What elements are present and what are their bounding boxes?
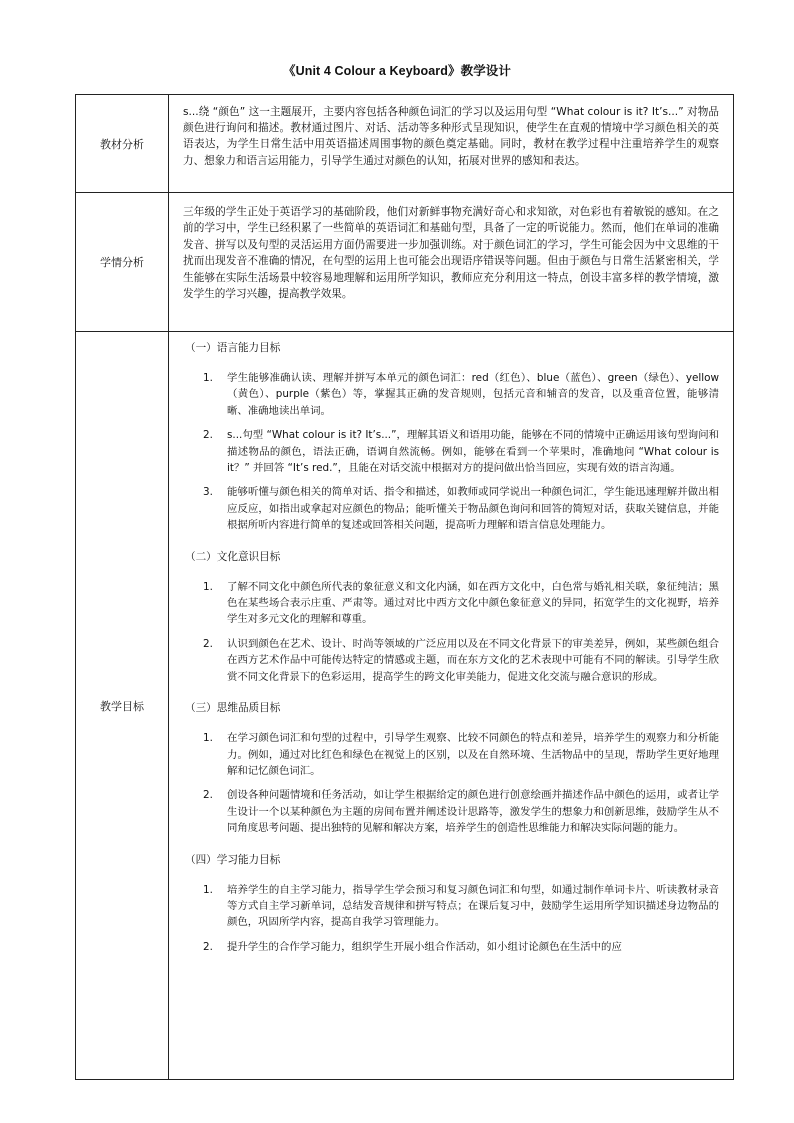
goal-section-title: （二）文化意识目标 xyxy=(185,550,281,563)
row-materials xyxy=(76,95,733,193)
goal-item: 1. 培养学生的自主学习能力，指导学生学会预习和复习颜色词汇和句型，如通过制作单词卡片、听读教材录音等方式自主学习新单词，总结发音规律和拼写特点；在课后复习中，鼓励学生运用所学知识描述身边物品的颜色，巩固所学内容，提高自我学习管理能力。 xyxy=(203,883,719,929)
goal-section-title: （一）语言能力目标 xyxy=(185,342,281,354)
goal-item: 1. 在学习颜色词汇和句型的过程中，引导学生观察、比较不同颜色的特点和差异，培养学生的观察力和分析能力。例如，通过对比红色和绿色在视觉上的区别，以及在自然环境、生活物品中的呈现，帮助学生更好地理解和记忆颜色词汇。 xyxy=(203,732,719,777)
students-analysis-text: 三年级的学生正处于英语学习的基础阶段，他们对新鲜事物充满好奇心和求知欲，对色彩也有着敏锐的感知。在之前的学习中，学生已经积累了一些简单的英语词汇和基础句型，具备了一定的听说能力。然而，他们在单词的准确发音、拼写以及句型的灵活运用方面仍需要进一步加强训练。对于颜色词汇的学习，学生可能会因为中文思维的干扰而出现发音不准确的情况，在句型的运用上也可能会出现语序错误等问题。但由于颜色与日常生活紧密相关，学生能够在实际生活场景中较容易地理解和运用所学知识，教师应充分利用这一特点，创设丰富多样的教学情境，激发学生的学习兴趣，提高教学效果。 xyxy=(183,206,719,301)
row-goals xyxy=(76,332,733,1079)
row-students xyxy=(76,193,733,332)
goal-item: 2. 提升学生的合作学习能力，组织学生开展小组合作活动，如小组讨论颜色在生活中的应 xyxy=(203,940,622,953)
goal-item: 2. 创设各种问题情境和任务活动，如让学生根据给定的颜色进行创意绘画并描述作品中颜色的运用，或者让学生设计一个以某种颜色为主题的房间布置并阐述设计思路等，激发学生的想象力和创新思维，鼓励学生从不同角度思考问题、提出独特的见解和解决方案，培养学生的创造性思维能力和解决实际问题的能力。 xyxy=(203,789,719,835)
goal-item: 1. 了解不同文化中颜色所代表的象征意义和文化内涵，如在西方文化中，白色常与婚礼相关联，象征纯洁；黑色在某些场合表示庄重、严肃等。通过对比中西方文化中颜色象征意义的异同，拓宽学生的文化视野，培养学生对多元文化的理解和尊重。 xyxy=(203,580,719,626)
document-title: 《Unit 4 Colour a Keyboard》教学设计 xyxy=(282,64,512,78)
row-label-goals: 教学目标 xyxy=(76,332,169,1079)
row-label-materials: 教材分析 xyxy=(76,95,169,192)
lesson-plan-table xyxy=(75,94,734,1080)
goal-section-title: （四）学习能力目标 xyxy=(185,853,281,866)
goal-section-title: （三）思维品质目标 xyxy=(185,702,281,715)
goal-item: 1. 学生能够准确认读、理解并拼写本单元的颜色词汇：red（红色）、blue（蓝色）、green（绿色）、yellow（黄色）、purple（紫色）等，掌握其正确的发音规则，包括元音和辅音的发音，以及重音位置，能够清晰、准确地读出单词。 xyxy=(203,372,719,417)
teaching-goals-content xyxy=(168,332,733,1079)
goal-item: 3. 能够听懂与颜色相关的简单对话、指令和描述，如教师或同学说出一种颜色词汇，学生能迅速理解并做出相应反应，如指出或拿起对应颜色的物品；能听懂关于物品颜色询问和回答的简短对话，获取关键信息，并能根据所听内容进行简单的复述或回答相关问题，提高听力理解和语言信息处理能力。 xyxy=(203,486,719,532)
row-label-students: 学情分析 xyxy=(76,193,169,331)
goal-item: 2. s...句型 “What colour is it? It’s...”，理解其语义和语用功能，能够在不同的情境中正确运用该句型询问和描述物品的颜色，语法正确，语调自然流畅。例如，能够在看到一个苹果时，准确地问 “What colour is it？” 并回答 “It’s red.”，且能在对话交流中根据对方的提问做出恰当回应，实现有效的语言沟通。 xyxy=(203,429,719,475)
goal-item: 2. 认识到颜色在艺术、设计、时尚等领域的广泛应用以及在不同文化背景下的审美差异，例如，某些颜色组合在西方艺术作品中可能传达特定的情感或主题，而在东方文化的艺术表现中可能有不同的解读。引导学生欣赏不同文化背景下的色彩运用，提高学生的跨文化审美能力，促进文化交流与融合意识的形成。 xyxy=(203,637,719,683)
materials-analysis-text: s...绕 “颜色” 这一主题展开，主要内容包括各种颜色词汇的学习以及运用句型 “What colour is it? It’s...” 对物品颜色进行询问和描述。教材通过图片、对话、活动等多种形式呈现知识，使学生在直观的情境中学习颜色相关的英语表达，为学生日常生活中用英语描述周围事物的颜色奠定基础。同时，教材在教学过程中注重培养学生的观察力、想象力和语言运用能力，引导学生通过对颜色的认知，拓展对世界的感知和表达。 xyxy=(183,106,719,167)
